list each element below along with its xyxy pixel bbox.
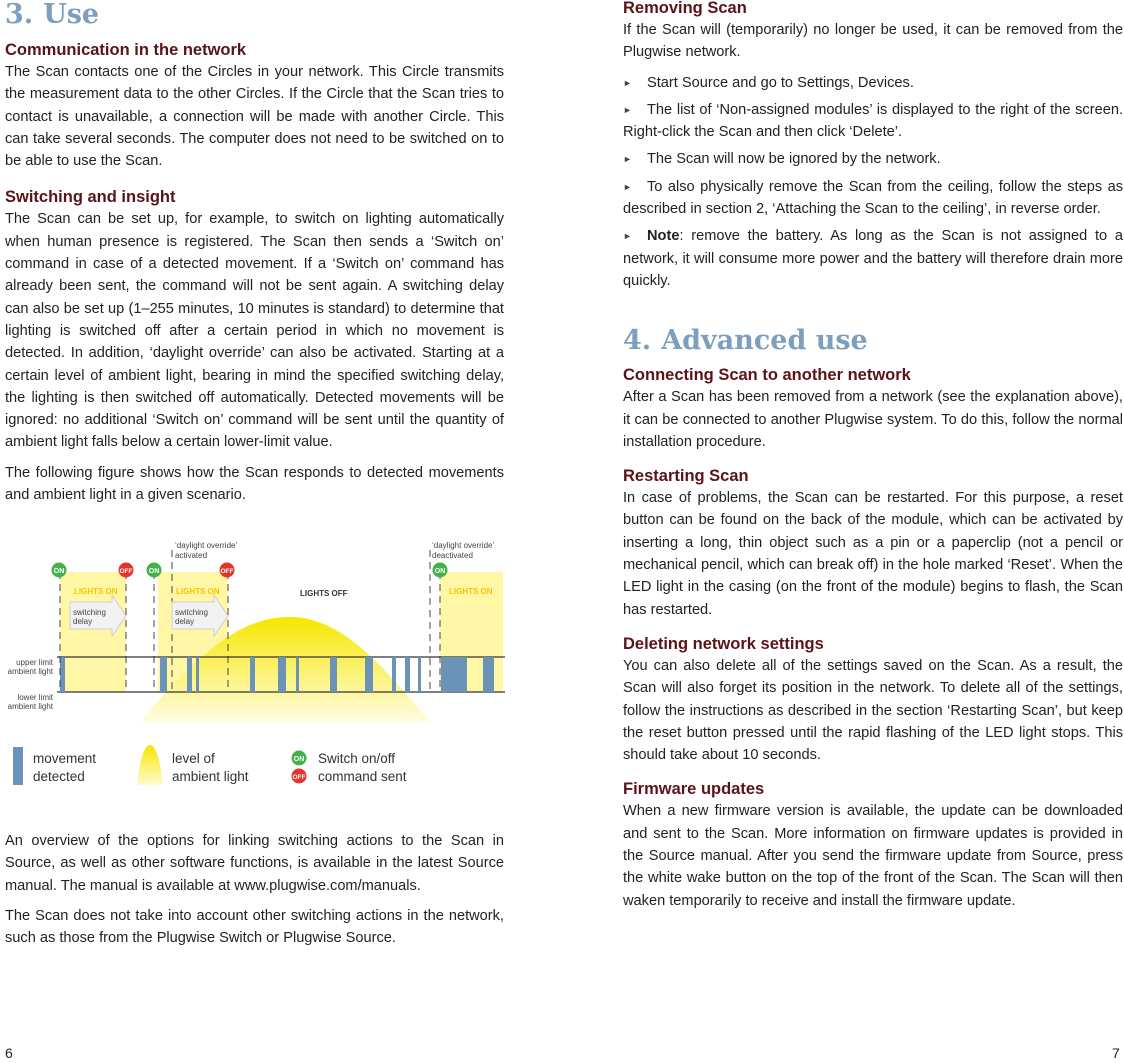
override-activated-label: ‘daylight override’: [175, 541, 238, 550]
firmware-text: When a new firmware version is available, the update can be downloaded and sent to the Scan. More information on firmware updates is provided in the Source manual. After you send the firmware update from Source, press the white wake button on the top of the front of the Scan. The Scan will then waken temporarily to receive and install the firmware update.: [623, 803, 1123, 909]
restarting-text: In case of problems, the Scan can be restarted. For this purpose, a reset button can be found on the back of the module, which can be activated by inserting a long, thin object such as a pin or a paperclip (not a pencil or mechanical pencil, which can break off) in the hole marked ‘Reset’. When the LED light in the casing (on the front of the module) begins to flash, the Scan has restarted.: [623, 490, 1123, 618]
lower-limit-label-2: ambient light: [7, 702, 53, 711]
page-number-left: 6: [5, 1045, 13, 1061]
movement-bar: [330, 657, 337, 692]
deleting-text: You can also delete all of the settings saved on the Scan. As a result, the Scan will also forget its position in the network. To delete all of the settings, follow the instructions as described in the section ‘Restarting Scan’, but keep the reset button pressed until the rapid flashing of the LED light stops. This should take about 10 seconds.: [623, 657, 1123, 764]
legend-movement-swatch: [13, 747, 23, 785]
list-item: ► To also physically remove the Scan from the ceiling, follow the steps as described in section 2, ‘Attaching the Scan to the ceiling’, in reverse order.: [623, 178, 1123, 218]
list-item: ► The Scan will now be ignored by the network.: [623, 151, 941, 168]
on-marker-label: ON: [434, 568, 446, 575]
override-deactivated-label-2: deactivated: [432, 551, 473, 560]
switching-delay-label-1b: delay: [73, 617, 93, 626]
removing-steps: [623, 72, 1123, 293]
movement-bar: [365, 657, 373, 692]
section-4-title: 4. Advanced use: [623, 325, 868, 357]
switching-text: The Scan can be set up, for example, to switch on lighting automatically when human presence is registered. The Scan then sends a ‘Switch on’ command in case of a detected movement. If a ‘Switch on’ command has already been sent, the command will not be sent again. A switching delay can also be set up (1–255 minutes, 10 minutes is standard) to determine that lighting is switched off after a certain period in which no movement is detected. In addition, ‘daylight override’ can also be activated. Starting at a certain level of ambient light, bearing in mind the specified switching delay, the lighting is then switched off automatically. Detected movements will be ignored: no additional ‘Switch on’ command will be sent until the quantity of ambient light falls below a certain lower-limit value.: [5, 211, 504, 451]
legend-ambient-swatch: [137, 745, 163, 785]
movement-bar: [60, 657, 65, 692]
switching-delay-label-2: switching: [175, 608, 208, 617]
off-marker-label: OFF: [119, 568, 133, 575]
movement-bar: [392, 657, 396, 692]
override-activated-label-2: activated: [175, 551, 208, 560]
connecting-text: After a Scan has been removed from a network (see the explanation above), it can be connected to another Plugwise system. To do this, follow the normal installation procedure.: [623, 389, 1123, 450]
page-number-right: 7: [1112, 1045, 1120, 1061]
heading-switching: Switching and insight: [5, 188, 176, 207]
heading-firmware: Firmware updates: [623, 780, 765, 799]
legend-ambient-text: level of: [172, 751, 215, 766]
movement-bar: [418, 657, 421, 692]
movement-bar: [160, 657, 167, 692]
movement-bar: [483, 657, 494, 692]
overview-text: An overview of the options for linking switching actions to the Scan in Source, as well as other software functions, is available in the latest Source manual. The manual is available at www.plugwise.com/manuals.: [5, 833, 504, 894]
list-item-note: ► Note: remove the battery. As long as the Scan is not assigned to a network, it will consume more power and the battery will therefore drain more quickly.: [623, 228, 1123, 289]
communication-text: The Scan contacts one of the Circles in your network. This Circle transmits the measurement data to the other Circles. If the Circle that the Scan tries to contact is unavailable, a connection will be made with another Circle. This can take several seconds. The computer does not need to be switched on to be able to use the Scan.: [5, 64, 504, 170]
heading-restarting: Restarting Scan: [623, 467, 749, 486]
legend-movement-text: movement: [33, 751, 97, 766]
lower-limit-label: lower limit: [17, 693, 53, 702]
upper-limit-label: upper limit: [16, 658, 53, 667]
override-deactivated-label: ‘daylight override’: [432, 541, 495, 550]
movement-bar: [187, 657, 192, 692]
lights-on-label-3: LIGHTS ON: [449, 587, 493, 596]
removing-text: If the Scan will (temporarily) no longer be used, it can be removed from the Plugwise network.: [623, 22, 1123, 61]
off-marker-label: OFF: [220, 568, 234, 575]
heading-removing: Removing Scan: [623, 0, 747, 17]
on-marker-label: ON: [53, 568, 65, 575]
upper-limit-label-2: ambient light: [7, 667, 53, 676]
scan-scenario-figure: [0, 532, 505, 802]
movement-bar: [405, 657, 410, 692]
left-page-bottom: [5, 830, 504, 957]
switching-delay-label-2b: delay: [175, 617, 195, 626]
right-page: [623, 0, 1123, 920]
switching-text-2: The following figure shows how the Scan responds to detected movements and ambient light in a given scenario.: [5, 464, 504, 504]
legend-off-label: OFF: [292, 774, 306, 781]
movement-bar: [296, 657, 299, 692]
movement-bar: [196, 657, 199, 692]
section-3-title: 3. Use: [5, 0, 100, 30]
left-page: [5, 0, 504, 514]
movement-bar: [278, 657, 286, 692]
heading-connecting: Connecting Scan to another network: [623, 366, 911, 385]
movement-bar: [441, 657, 467, 692]
scenario-diagram: [0, 532, 505, 802]
movement-bar: [250, 657, 255, 692]
legend-movement-text-2: detected: [33, 769, 85, 784]
lights-on-label-1: LIGHTS ON: [74, 587, 118, 596]
legend-switch-text-2: command sent: [318, 769, 407, 784]
list-item: ► The list of ‘Non-assigned modules’ is displayed to the right of the screen. Right-click the Scan and then click ‘Delete’.: [623, 101, 1123, 141]
note-text: The Scan does not take into account other switching actions in the network, such as those from the Plugwise Switch or Plugwise Source.: [5, 907, 504, 947]
lights-on-label-2: LIGHTS ON: [176, 587, 220, 596]
on-marker-label: ON: [148, 568, 160, 575]
lights-off-label: LIGHTS OFF: [300, 589, 348, 598]
list-item: ► Start Source and go to Settings, Devices.: [623, 74, 914, 91]
switching-delay-label-1: switching: [73, 608, 106, 617]
legend-switch-text: Switch on/off: [318, 751, 396, 766]
legend-on-label: ON: [293, 756, 305, 763]
heading-communication: Communication in the network: [5, 41, 247, 59]
legend-ambient-text-2: ambient light: [172, 769, 249, 784]
heading-deleting: Deleting network settings: [623, 634, 824, 653]
